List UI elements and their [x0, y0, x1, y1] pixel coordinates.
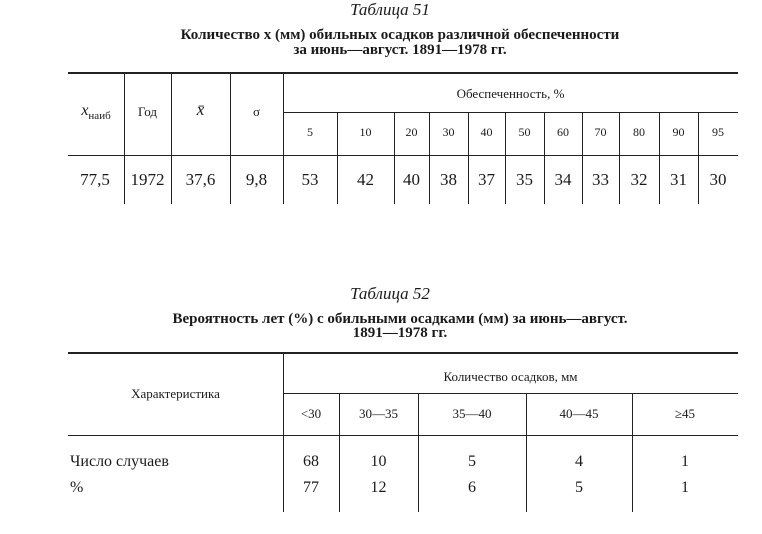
header-precipitation-amount: Количество осадков, мм: [443, 369, 578, 384]
header-x-max-sub: наиб: [88, 110, 111, 123]
table-51-subheader-rule: [283, 112, 738, 113]
percentile-header: 60: [557, 125, 569, 139]
percentile-header: 30: [442, 125, 455, 139]
cell-percent: 6: [468, 479, 476, 496]
table-52-title-line-1: Вероятность лет (%) с обильными осадками (мм) за июнь—август.: [172, 311, 628, 327]
cell-percentile-value: 38: [440, 170, 457, 189]
cell-percentile-value: 34: [554, 170, 572, 189]
cell-percent: 1: [681, 479, 689, 496]
row-label-cases: Число случаев: [70, 453, 169, 470]
percentile-header: 50: [518, 125, 531, 139]
cell-percent: 77: [303, 479, 319, 496]
cell-percentile-value: 35: [516, 170, 533, 189]
table-51-header-bottom-rule: [68, 155, 738, 156]
percentile-header: 90: [672, 125, 685, 139]
table-51-title-line-1: Количество x (мм) обильных осадков различной обеспеченности: [180, 27, 620, 43]
cell-x-max: 77,5: [80, 170, 110, 189]
percentile-header: 5: [307, 125, 313, 139]
percentile-header: 20: [405, 125, 418, 139]
table-51-top-rule: [68, 72, 738, 74]
header-characteristic: Характеристика: [131, 386, 220, 401]
table-52-caption: Таблица 52: [350, 284, 430, 303]
cell-cases: 10: [370, 453, 387, 470]
table-52-header-bottom-rule: [68, 435, 738, 436]
cell-percentile-value: 40: [403, 170, 420, 189]
cell-year: 1972: [130, 170, 165, 189]
header-sigma: σ: [252, 104, 260, 119]
percentile-header: 40: [480, 125, 493, 139]
row-label-percent: %: [70, 479, 84, 496]
cell-cases: 4: [575, 453, 583, 470]
bin-header: ≥45: [674, 406, 696, 421]
header-year: Год: [137, 104, 158, 119]
bin-header: <30: [300, 406, 322, 421]
cell-percent: 5: [575, 479, 583, 496]
cell-cases: 5: [468, 453, 476, 470]
table-52-top-rule: [68, 352, 738, 354]
table-52-title-line-2: 1891—1978 гг.: [352, 325, 448, 341]
bin-header: 30—35: [359, 406, 398, 421]
header-x-max: [68, 102, 124, 122]
cell-percentile-value: 33: [592, 170, 609, 189]
header-provision: Обеспеченность, %: [456, 86, 565, 101]
cell-cases: 68: [303, 453, 319, 470]
cell-percentile-value: 30: [709, 170, 727, 189]
table-51-title-line-2: за июнь—август. 1891—1978 гг.: [293, 42, 507, 58]
header-mean: x̄: [196, 100, 205, 119]
cell-percentile-value: 37: [478, 170, 495, 189]
table-52-subheader-rule: [283, 393, 738, 394]
percentile-header: 70: [594, 125, 607, 139]
header-x-max-base: x: [81, 102, 89, 119]
cell-mean: 37,6: [185, 170, 216, 189]
cell-percentile-value: 42: [357, 170, 374, 189]
percentile-header: 80: [633, 125, 645, 139]
cell-percentile-value: 31: [670, 170, 687, 189]
table-51-caption: Таблица 51: [350, 0, 430, 19]
percentile-header: 95: [712, 125, 724, 139]
cell-percentile-value: 53: [301, 170, 319, 189]
cell-cases: 1: [681, 453, 689, 470]
cell-sigma: 9,8: [245, 170, 268, 189]
bin-header: 35—40: [452, 406, 492, 421]
cell-percent: 12: [370, 479, 387, 496]
cell-percentile-value: 32: [630, 170, 648, 189]
bin-header: 40—45: [559, 406, 599, 421]
percentile-header: 10: [359, 125, 372, 139]
